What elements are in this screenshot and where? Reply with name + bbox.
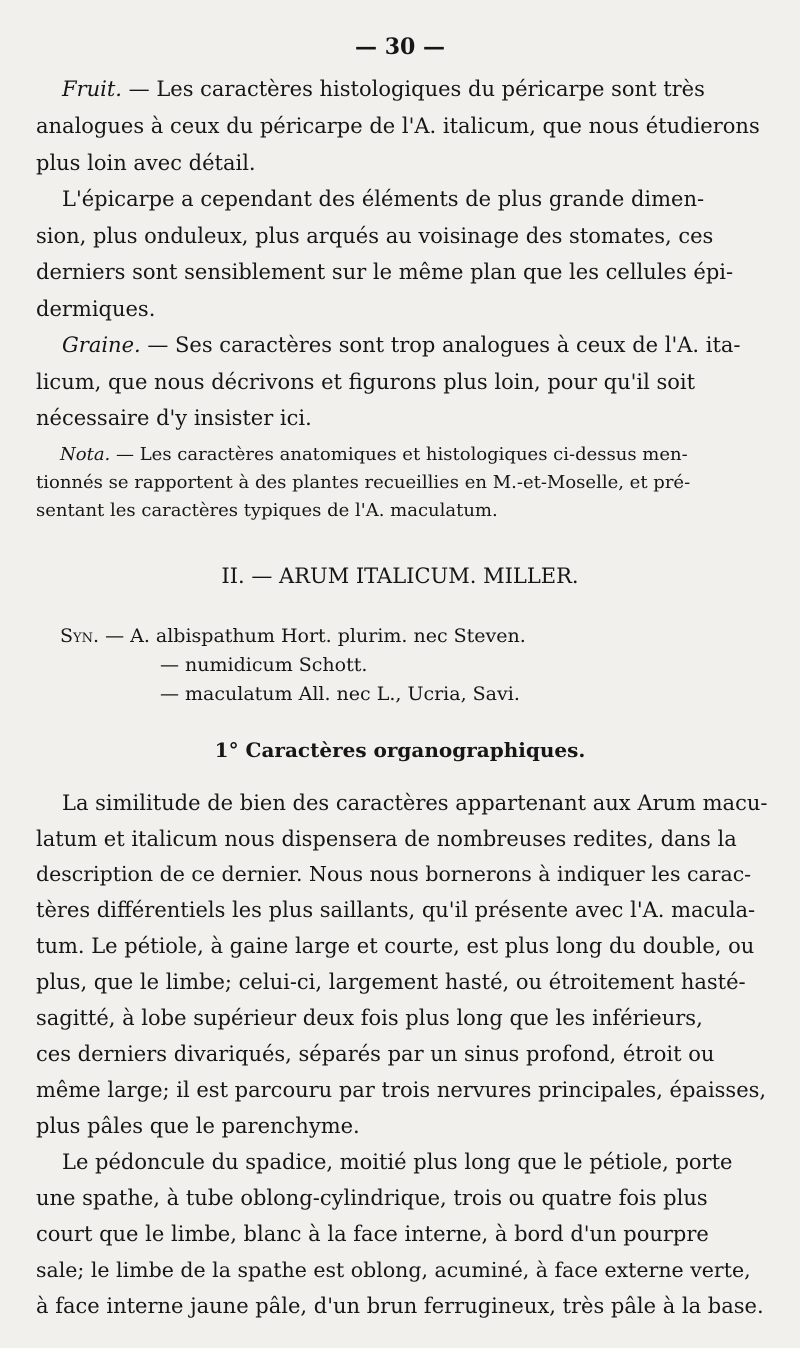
nota-line-1 — [60, 446, 760, 464]
graine-line-3: nécessaire d'y insister ici. — [36, 406, 312, 430]
similitude-line-10: plus pâles que le parenchyme. — [36, 1114, 360, 1138]
similitude-line-2: latum et italicum nous dispensera de nombreuses redites, dans la — [36, 827, 737, 851]
fruit-line-2: analogues à ceux du péricarpe de l'A. italicum, que nous étudierons — [36, 114, 760, 138]
section-title: II. — ARUM ITALICUM. MILLER. — [221, 564, 579, 588]
epicarpe-line-4: dermiques. — [36, 297, 156, 321]
synonyms-line-2: — numidicum Schott. — [160, 654, 368, 676]
similitude-line-9: même large; il est parcouru par trois nervures principales, épaisses, — [36, 1078, 767, 1102]
similitude-line-4: tères différentiels les plus saillants, qu'il présente avec l'A. macula- — [36, 898, 756, 922]
pedoncule-line-1: Le pédoncule du spadice, moitié plus long que le pétiole, porte — [62, 1150, 733, 1174]
fruit-label: Fruit. — [62, 77, 122, 101]
fruit-line-1 — [62, 79, 762, 100]
synonyms-prefix: Syn. — [60, 625, 100, 647]
epicarpe-line-1: L'épicarpe a cependant des éléments de plus grande dimen- — [62, 187, 705, 211]
page-number: — 30 — — [355, 34, 445, 60]
nota-line-3: sentant les caractères typiques de l'A. maculatum. — [36, 500, 498, 521]
graine-label: Graine. — [62, 333, 141, 357]
epicarpe-line-2: sion, plus onduleux, plus arqués au voisinage des stomates, ces — [36, 224, 714, 248]
similitude-line-5: tum. Le pétiole, à gaine large et courte, est plus long du double, ou — [36, 934, 755, 958]
pedoncule-line-2: une spathe, à tube oblong-cylindrique, trois ou quatre fois plus — [36, 1186, 708, 1210]
pedoncule-line-4: sale; le limbe de la spathe est oblong, acuminé, à face externe verte, — [36, 1258, 751, 1282]
epicarpe-line-3: derniers sont sensiblement sur le même plan que les cellules épi- — [36, 260, 734, 284]
similitude-line-3: description de ce dernier. Nous nous bornerons à indiquer les carac- — [36, 862, 752, 886]
text-span: — Ses caractères sont trop analogues à ceux de l'A. ita- — [140, 333, 741, 357]
synonyms-line-1 — [60, 627, 790, 646]
graine-line-1 — [62, 335, 762, 356]
subsection-title: 1° Caractères organographiques. — [214, 738, 586, 762]
nota-line-2: tionnés se rapportent à des plantes recueillies en M.-et-Moselle, et pré- — [36, 472, 691, 493]
synonyms-line-3: — maculatum All. nec L., Ucria, Savi. — [160, 683, 520, 705]
fruit-line-3: plus loin avec détail. — [36, 151, 256, 175]
nota-label: Nota. — [60, 444, 111, 465]
text-span: — Les caractères histologiques du péricarpe sont très — [121, 77, 705, 101]
graine-line-2: licum, que nous décrivons et figurons plus loin, pour qu'il soit — [36, 370, 696, 394]
similitude-line-6: plus, que le limbe; celui-ci, largement hasté, ou étroitement hasté- — [36, 970, 746, 994]
similitude-line-1: La similitude de bien des caractères appartenant aux Arum macu- — [62, 791, 768, 815]
text-span: — A. albispathum Hort. plurim. nec Steven. — [105, 625, 526, 647]
text-span: — Les caractères anatomiques et histologiques ci-dessus men- — [110, 444, 688, 465]
similitude-line-8: ces derniers divariqués, séparés par un sinus profond, étroit ou — [36, 1042, 715, 1066]
similitude-line-7: sagitté, à lobe supérieur deux fois plus long que les inférieurs, — [36, 1006, 703, 1030]
pedoncule-line-3: court que le limbe, blanc à la face interne, à bord d'un pourpre — [36, 1222, 709, 1246]
pedoncule-line-5: à face interne jaune pâle, d'un brun ferrugineux, très pâle à la base. — [36, 1294, 764, 1318]
